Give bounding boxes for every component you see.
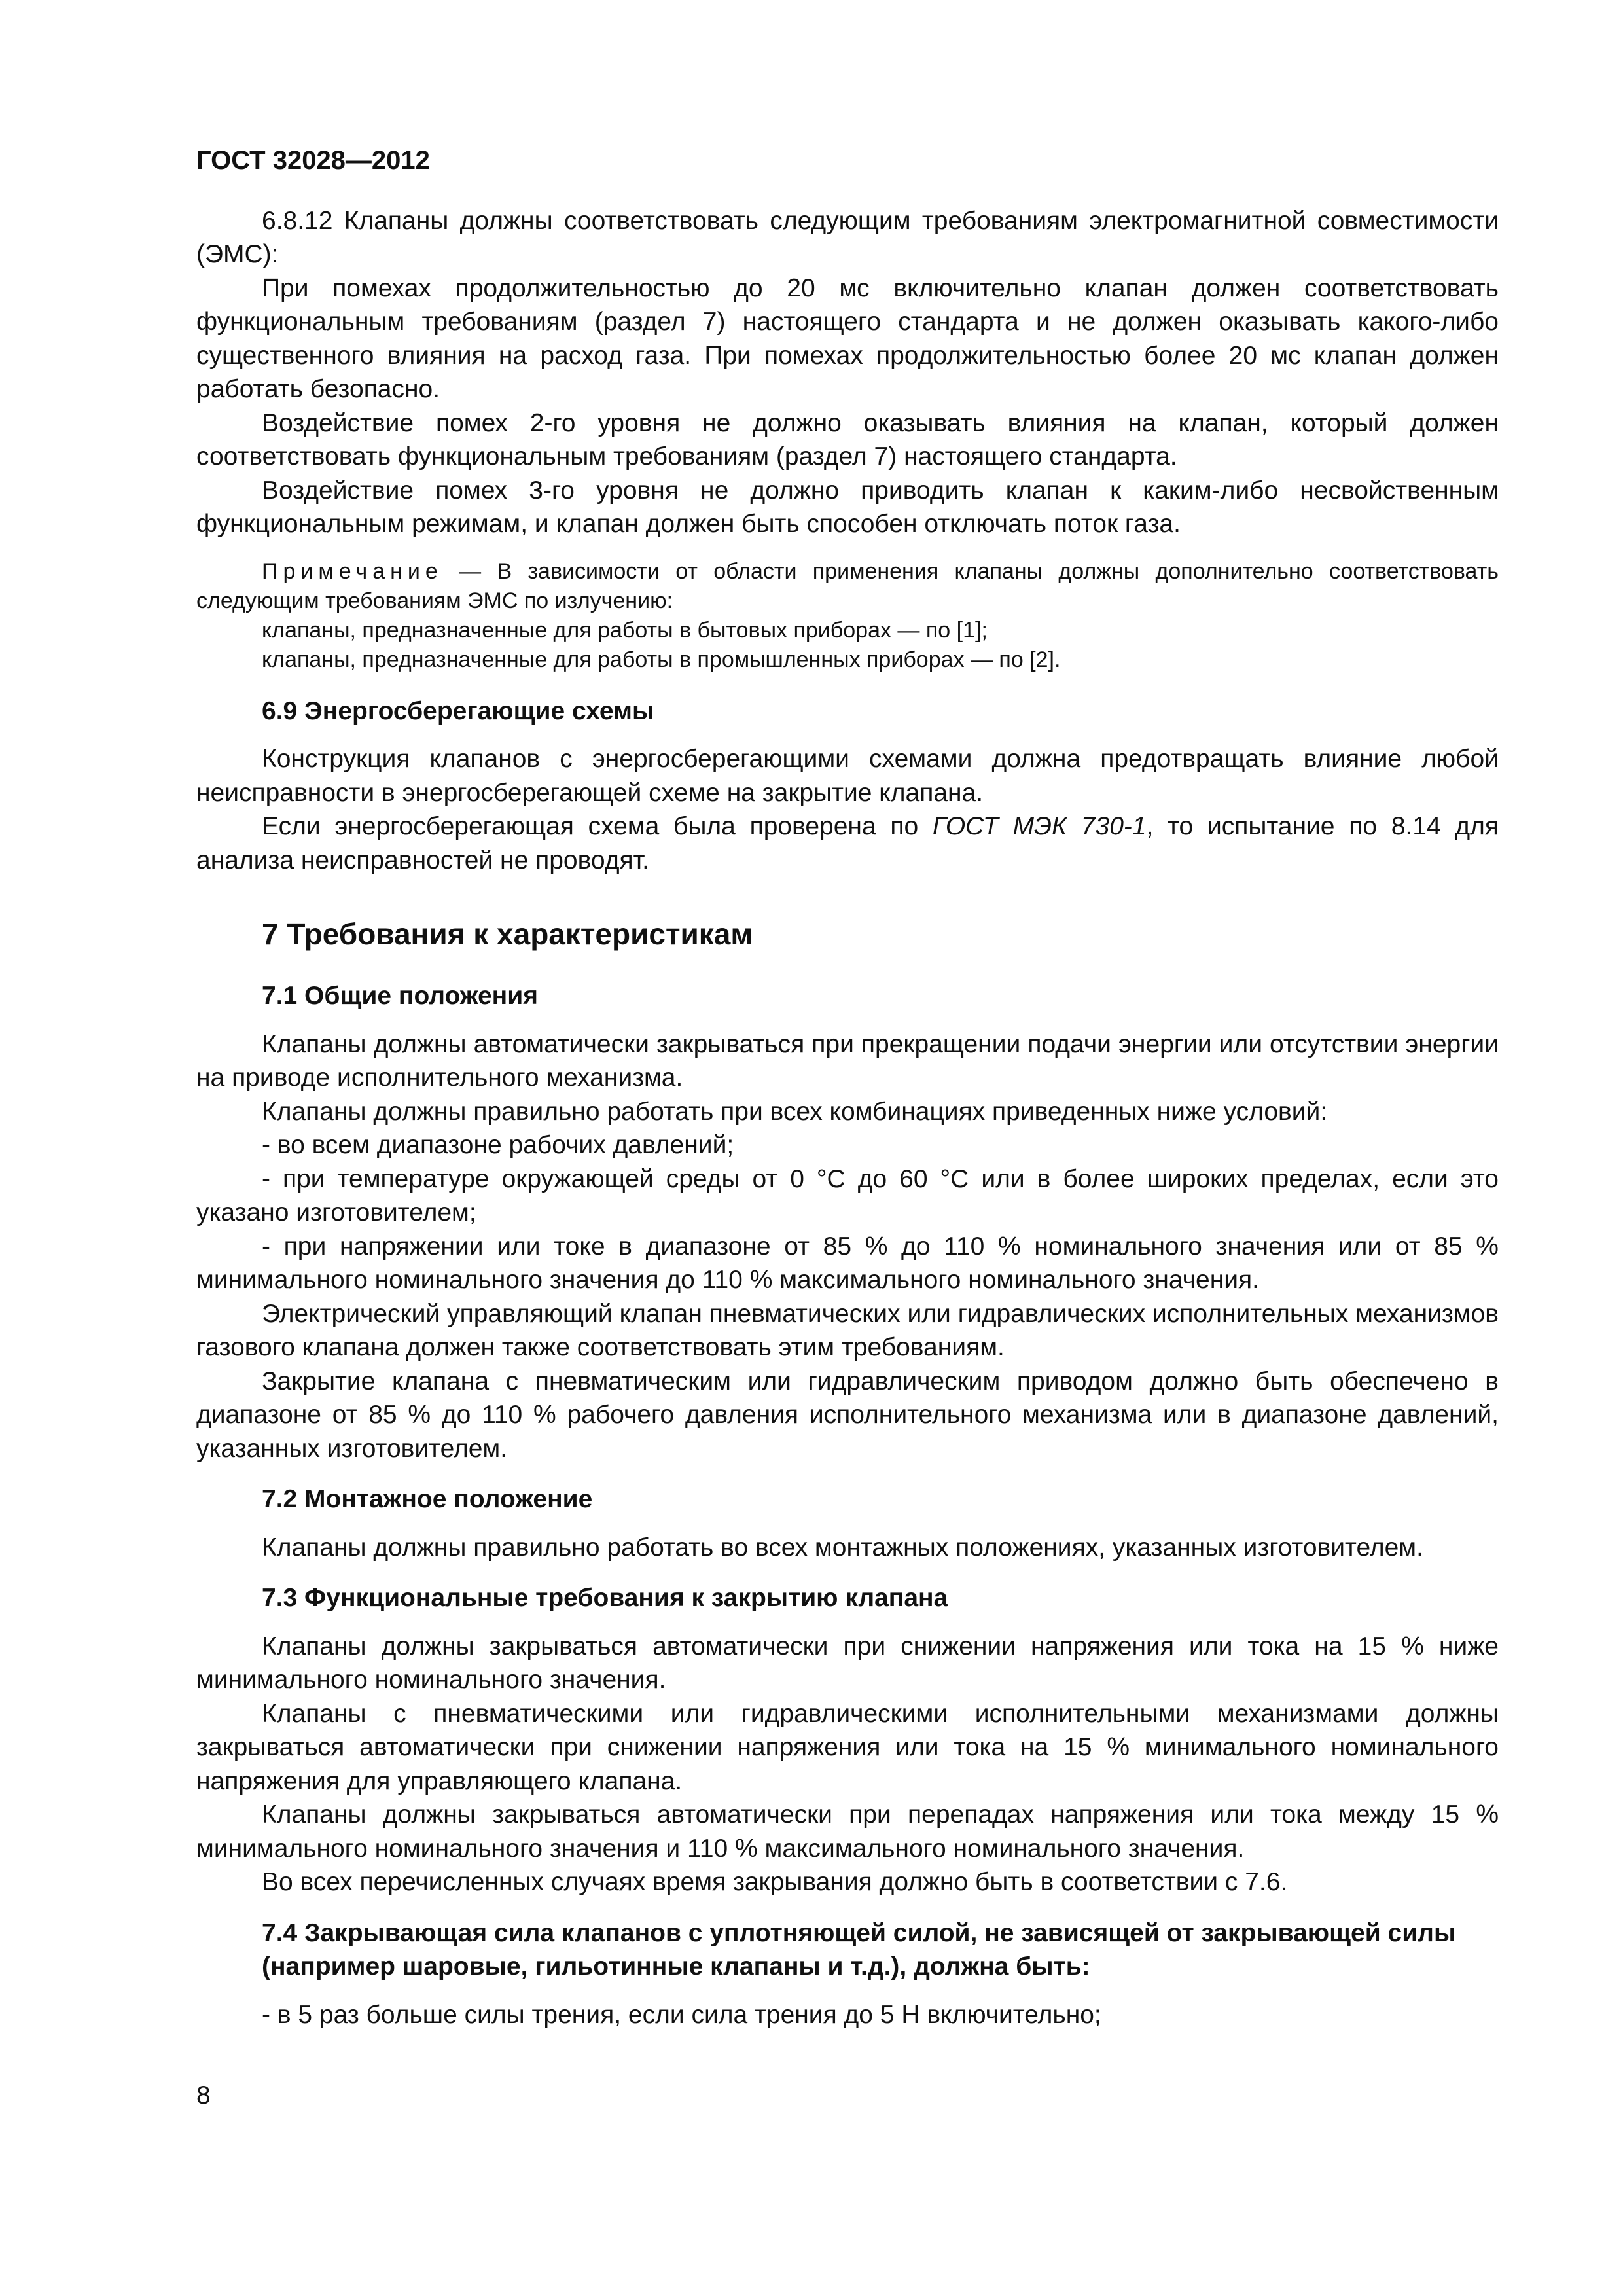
standard-header: ГОСТ 32028—2012 — [196, 146, 430, 175]
list-item-voltage: - при напряжении или токе в диапазоне от 85 % до 110 % номинального значения или от 85 % минимального номинального значения до 110 % максимального номинального значения. — [196, 1232, 1499, 1294]
paragraph-7-3-actuators: Клапаны с пневматическими или гидравлическими исполнительными механизмами должны закрываться автоматически при снижении напряжения или тока на 15 % минимального номинального напряжения для управляющего клапана. — [196, 1699, 1499, 1795]
paragraph-7-1-conditions: Клапаны должны правильно работать при всех комбинациях приведенных ниже условий: — [262, 1097, 1328, 1126]
note-text — [196, 557, 1499, 616]
paragraph-6-8-12-level-3: Воздействие помех 3-го уровня не должно приводить клапан к каким-либо несвойственным функциональным режимам, и клапан должен быть способен отключать поток газа. — [196, 476, 1499, 538]
section-7-4-title: 7.4 Закрывающая сила клапанов с уплотняющей силой, не зависящей от закрывающей силы (например шаровые, гильотинные клапаны и т.д.), должна быть: — [262, 1918, 1456, 1981]
paragraph-6-9-test — [196, 810, 1499, 877]
paragraph-7-3-closing-time: Во всех перечисленных случаях время закрывания должно быть в соответствии с 7.6. — [262, 1868, 1288, 1896]
note-label: Примечание — [262, 558, 443, 584]
paragraph-6-8-12-intro: 6.8.12 Клапаны должны соответствовать следующим требованиям электромагнитной совместимости (ЭМС): — [196, 206, 1499, 268]
paragraph-7-2-mounting: Клапаны должны правильно работать во всех монтажных положениях, указанных изготовителем. — [262, 1533, 1423, 1562]
paragraph-6-9-design: Конструкция клапанов с энергосберегающими схемами должна предотвращать влияние любой неисправности в энергосберегающей схеме на закрытие клапана. — [196, 745, 1499, 807]
standard-reference: ГОСТ МЭК 730-1 — [932, 812, 1147, 840]
paragraph-7-1-closing-range: Закрытие клапана с пневматическим или гидравлическим приводом должно быть обеспечено в диапазоне от 85 % до 110 % рабочего давления исполнительного механизма или в диапазоне давлений, указанных изготовителем. — [196, 1367, 1499, 1463]
section-7-3-title: 7.3 Функциональные требования к закрытию клапана — [262, 1584, 948, 1612]
list-item-pressure-range: - во всем диапазоне рабочих давлений; — [262, 1131, 734, 1159]
list-item-temperature: - при температуре окружающей среды от 0 °С до 60 °С или в более широких пределах, если это указано изготовителем; — [196, 1164, 1499, 1227]
paragraph-7-3-fluctuations: Клапаны должны закрываться автоматически при перепадах напряжения или тока между 15 % минимального номинального значения и 110 % максимального номинального значения. — [196, 1801, 1499, 1863]
note-item-household: клапаны, предназначенные для работы в бытовых приборах — по [1]; — [262, 617, 988, 643]
page-content — [196, 144, 1499, 2032]
paragraph-6-9-test-start: Если энергосберегающая схема была проверена по — [262, 812, 933, 840]
note-block — [196, 557, 1499, 675]
paragraph-6-8-12-short-interference: При помехах продолжительностью до 20 мс включительно клапан должен соответствовать функциональным требованиям (раздел 7) настоящего стандарта и не должен оказывать какого-либо существенного влияния на расход газа. При помехах продолжительностью более 20 мс клапан должен работать безопасно. — [196, 274, 1499, 403]
paragraph-7-3-voltage-drop: Клапаны должны закрываться автоматически при снижении напряжения или тока на 15 % ниже минимального номинального значения. — [196, 1632, 1499, 1694]
note-item-industrial: клапаны, предназначенные для работы в промышленных приборах — по [2]. — [262, 647, 1061, 672]
paragraph-6-8-12-level-2: Воздействие помех 2-го уровня не должно оказывать влияния на клапан, который должен соответствовать функциональным требованиям (раздел 7) настоящего стандарта. — [196, 408, 1499, 471]
section-7-1-title: 7.1 Общие положения — [262, 982, 538, 1010]
page-number: 8 — [196, 2081, 211, 2109]
paragraph-6-9-test-end: , то испытание по 8.14 для анализа неисправностей не проводят. — [196, 812, 1499, 874]
chapter-7-title: 7 Требования к характеристикам — [262, 917, 753, 951]
paragraph-7-1-auto-close: Клапаны должны автоматически закрываться при прекращении подачи энергии или отсутствии энергии на приводе исполнительного механизма. — [196, 1030, 1499, 1092]
paragraph-7-1-control-valve: Электрический управляющий клапан пневматических или гидравлических исполнительных механизмов газового клапана должен также соответствовать этим требованиям. — [196, 1299, 1499, 1361]
list-item-friction-force: - в 5 раз больше силы трения, если сила трения до 5 Н включительно; — [262, 2000, 1101, 2029]
section-6-9-title: 6.9 Энергосберегающие схемы — [262, 696, 654, 725]
note-body: — В зависимости от области применения клапаны должны дополнительно соответствовать следующим требованиям ЭМС по излучению: — [196, 558, 1499, 613]
section-7-2-title: 7.2 Монтажное положение — [262, 1485, 593, 1513]
